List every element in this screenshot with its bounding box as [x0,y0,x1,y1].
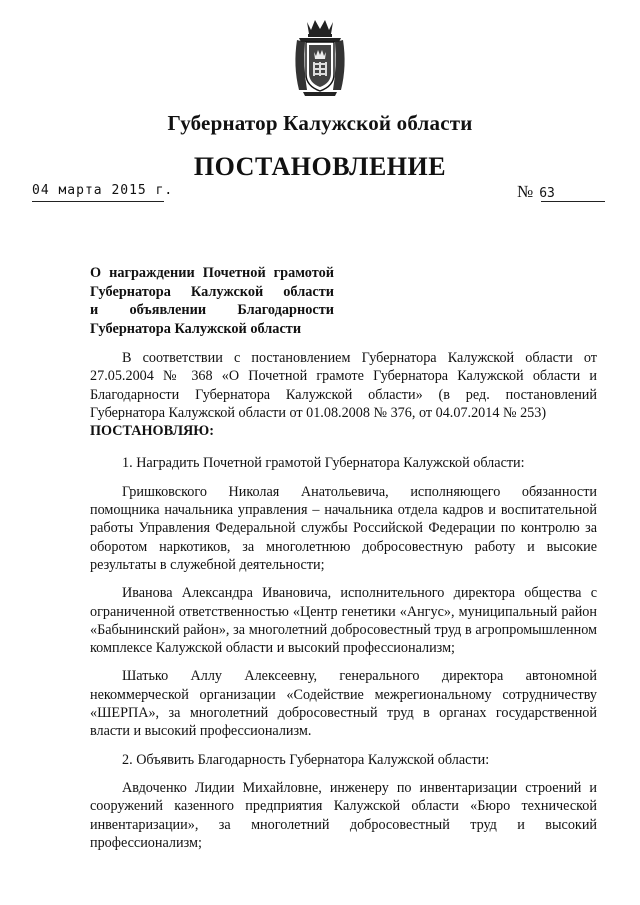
item2-heading: 2. Объявить Благодарность Губернатора Калужской области: [122,751,490,768]
award-entry: Гришковского Николая Анатольевича, исполняющего обязанности помощника начальника управления – начальника отдела кадров и воспитательной работы Управления Федеральной службы Российской Федерации по контролю за оборотом наркотиков, за многолетнюю добросовестную работу и высокие результаты в служебной деятельности; [90,483,597,573]
gratitude-entry: Авдоченко Лидии Михайловне, инженеру по инвентаризации строений и сооружений казенного предприятия Калужской области «Бюро технической инвентаризации», за многолетний добросовестный труд и высокий профессионализм; [90,779,597,851]
decree-word: ПОСТАНОВЛЯЮ: [90,423,215,440]
document-number [517,182,555,202]
subject-line: Губернатора Калужской области [90,283,334,300]
date-underline [32,201,164,202]
award-entry: Иванова Александра Ивановича, исполнительного директора общества с ограниченной ответственностью «Центр генетики «Ангус», муниципальный район «Бабынинский район», за многолетний добросовестный труд в агропромышленном комплексе Калужской области и высокий профессионализм; [90,585,597,657]
document-subject [90,264,334,338]
number-value: 63 [539,186,555,201]
subject-line: Губернатора Калужской области [90,320,302,337]
item1-heading: 1. Наградить Почетной грамотой Губернатора Калужской области: [122,455,525,472]
kaluga-coat-of-arms-icon [289,16,351,98]
document-body [90,349,597,852]
subject-line: и объявлении Благодарности [90,302,334,318]
governor-title: Губернатор Калужской области [167,111,473,135]
subject-line: О награждении Почетной грамотой [90,265,334,281]
award-entry: Шатько Аллу Алексеевну, генерального директора автономной некоммерческой организации «Содействие межрегиональному сотрудничеству «ШЕРПА», за многолетний добросовестный труд в органах государственной власти и высокий профессионализм. [90,668,597,740]
number-underline [541,201,605,202]
number-sign: № [517,182,534,201]
document-date: 04 марта 2015 г. [32,183,174,198]
document-type-heading: ПОСТАНОВЛЕНИЕ [193,152,447,181]
preamble-paragraph: В соответствии с постановлением Губернатора Калужской области от 27.05.2004 № 368 «О Почетной грамоте Губернатора Калужской области и Благодарности Губернатора Калужской области» (в ред. постановлений Губернатора Калужской области от 01.08.2008 № 376, от 04.07.2014 № 253) [90,350,597,421]
